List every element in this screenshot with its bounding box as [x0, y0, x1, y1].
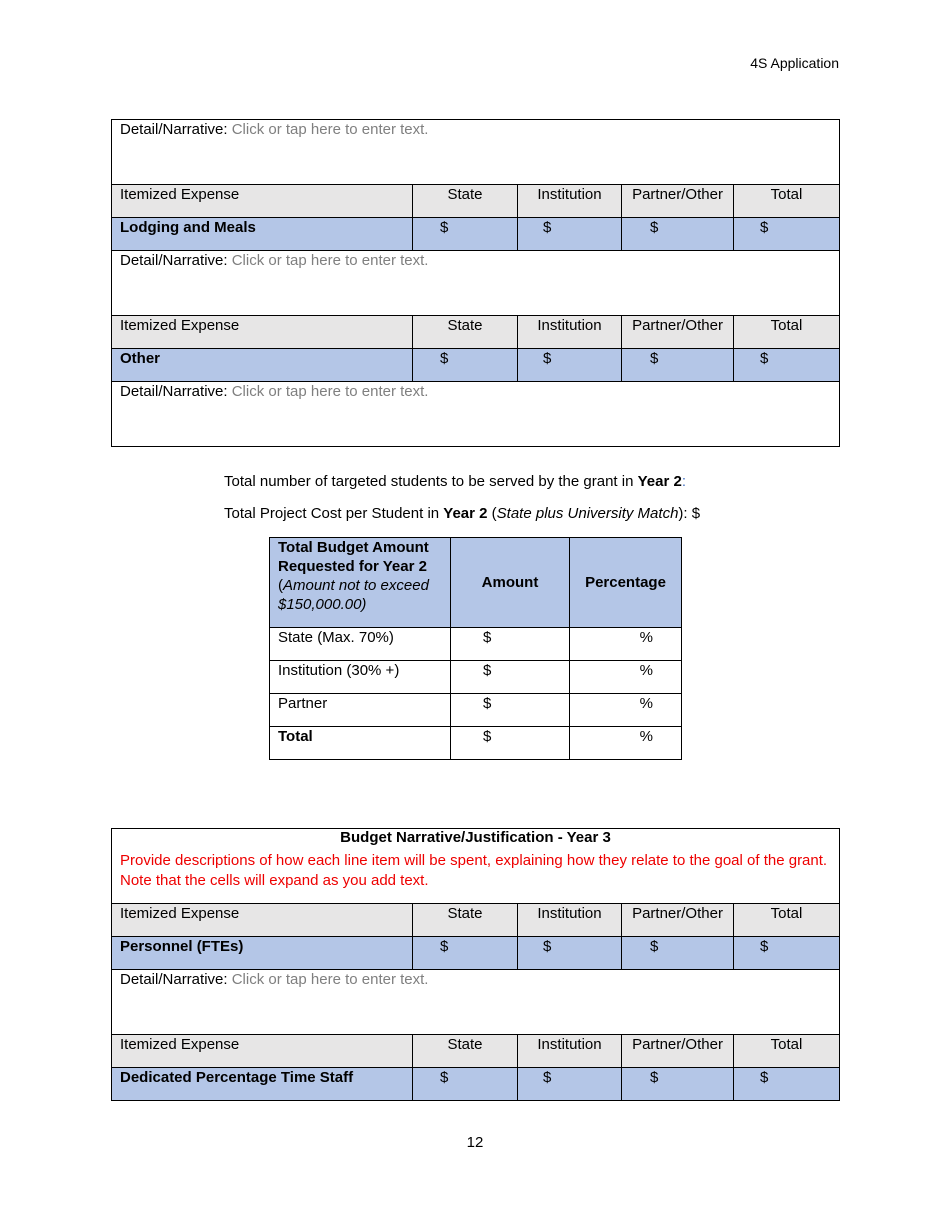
column-header-institution: Institution	[518, 904, 622, 937]
column-header-partner: Partner/Other	[622, 185, 734, 218]
summary-amount-field[interactable]: $	[451, 727, 570, 760]
summary-row-label: State (Max. 70%)	[270, 628, 451, 661]
column-header-partner: Partner/Other	[622, 316, 734, 349]
summary-row-label: Institution (30% +)	[270, 661, 451, 694]
summary-percent-field[interactable]: %	[570, 727, 682, 760]
column-header-institution: Institution	[518, 316, 622, 349]
summary-header-cell	[270, 538, 451, 628]
budget-summary-table	[269, 537, 682, 760]
column-header-expense: Itemized Expense	[112, 185, 413, 218]
narrative-label: Detail/Narrative:	[120, 971, 228, 988]
cost-line-note: State plus University Match	[496, 505, 679, 522]
narrative-label: Detail/Narrative:	[120, 121, 228, 138]
column-header-state: State	[413, 316, 518, 349]
column-header-institution: Institution	[518, 1035, 622, 1068]
state-amount-field[interactable]: $	[413, 937, 518, 970]
students-line-field[interactable]: :	[681, 473, 686, 490]
cost-line-prefix: Total Project Cost per Student in	[224, 505, 444, 522]
narrative-placeholder[interactable]: Click or tap here to enter text.	[231, 252, 429, 269]
cost-line-open: (	[487, 505, 497, 522]
state-amount-field[interactable]: $	[413, 218, 518, 251]
narrative-field[interactable]	[112, 382, 840, 447]
summary-note-line	[278, 576, 442, 614]
summary-title: Total Budget Amount Requested for Year 2	[278, 539, 429, 575]
column-header-state: State	[413, 185, 518, 218]
institution-amount-field[interactable]: $	[518, 349, 622, 382]
column-header-state: State	[413, 1035, 518, 1068]
column-header-state: State	[413, 904, 518, 937]
narrative-placeholder[interactable]: Click or tap here to enter text.	[231, 383, 429, 400]
total-amount-field[interactable]: $	[734, 218, 840, 251]
column-header-expense: Itemized Expense	[112, 316, 413, 349]
narrative-field[interactable]	[112, 251, 840, 316]
narrative-placeholder[interactable]: Click or tap here to enter text.	[231, 971, 429, 988]
summary-percent-field[interactable]: %	[570, 694, 682, 727]
document-header: 4S Application	[750, 55, 839, 71]
partner-amount-field[interactable]: $	[622, 937, 734, 970]
summary-row-label: Partner	[270, 694, 451, 727]
page-number: 12	[466, 1134, 484, 1151]
summary-note-open: (	[278, 577, 283, 594]
total-amount-field[interactable]: $	[734, 937, 840, 970]
state-amount-field[interactable]: $	[413, 1068, 518, 1101]
narrative-placeholder[interactable]: Click or tap here to enter text.	[231, 121, 429, 138]
cost-per-student-line	[224, 505, 700, 522]
summary-amount-field[interactable]: $	[451, 661, 570, 694]
students-line-prefix: Total number of targeted students to be served by the grant in	[224, 473, 638, 490]
column-header-institution: Institution	[518, 185, 622, 218]
column-header-partner: Partner/Other	[622, 1035, 734, 1068]
narrative-label: Detail/Narrative:	[120, 383, 228, 400]
year3-budget-table	[111, 828, 840, 1101]
column-header-partner: Partner/Other	[622, 904, 734, 937]
institution-amount-field[interactable]: $	[518, 937, 622, 970]
summary-percent-field[interactable]: %	[570, 628, 682, 661]
state-amount-field[interactable]: $	[413, 349, 518, 382]
narrative-field[interactable]	[112, 970, 840, 1035]
students-served-line	[224, 473, 686, 490]
expense-category-label: Other	[112, 349, 413, 382]
column-header-total: Total	[734, 904, 840, 937]
students-line-year: Year 2	[637, 473, 682, 490]
narrative-field[interactable]	[112, 120, 840, 185]
column-header-expense: Itemized Expense	[112, 1035, 413, 1068]
expense-category-label: Lodging and Meals	[112, 218, 413, 251]
summary-amount-field[interactable]: $	[451, 694, 570, 727]
partner-amount-field[interactable]: $	[622, 349, 734, 382]
institution-amount-field[interactable]: $	[518, 218, 622, 251]
summary-percentage-header: Percentage	[570, 538, 682, 628]
year3-instructions: Provide descriptions of how each line item will be spent, explaining how they relate to the goal of the grant. Note that the cells will expand as you add text.	[112, 851, 840, 904]
partner-amount-field[interactable]: $	[622, 218, 734, 251]
cost-line-year: Year 2	[443, 505, 488, 522]
summary-amount-field[interactable]: $	[451, 628, 570, 661]
summary-row-label: Total	[270, 727, 451, 760]
institution-amount-field[interactable]: $	[518, 1068, 622, 1101]
column-header-total: Total	[734, 185, 840, 218]
column-header-expense: Itemized Expense	[112, 904, 413, 937]
expense-category-label: Personnel (FTEs)	[112, 937, 413, 970]
column-header-total: Total	[734, 316, 840, 349]
partner-amount-field[interactable]: $	[622, 1068, 734, 1101]
summary-amount-header: Amount	[451, 538, 570, 628]
cost-line-close[interactable]: ): $	[678, 505, 701, 522]
summary-percent-field[interactable]: %	[570, 661, 682, 694]
total-amount-field[interactable]: $	[734, 1068, 840, 1101]
column-header-total: Total	[734, 1035, 840, 1068]
summary-note: Amount not to exceed $150,000.00)	[278, 577, 429, 613]
expense-category-label: Dedicated Percentage Time Staff	[112, 1068, 413, 1101]
total-amount-field[interactable]: $	[734, 349, 840, 382]
year3-title: Budget Narrative/Justification - Year 3	[112, 829, 840, 852]
year2-budget-table	[111, 119, 840, 447]
narrative-label: Detail/Narrative:	[120, 252, 228, 269]
